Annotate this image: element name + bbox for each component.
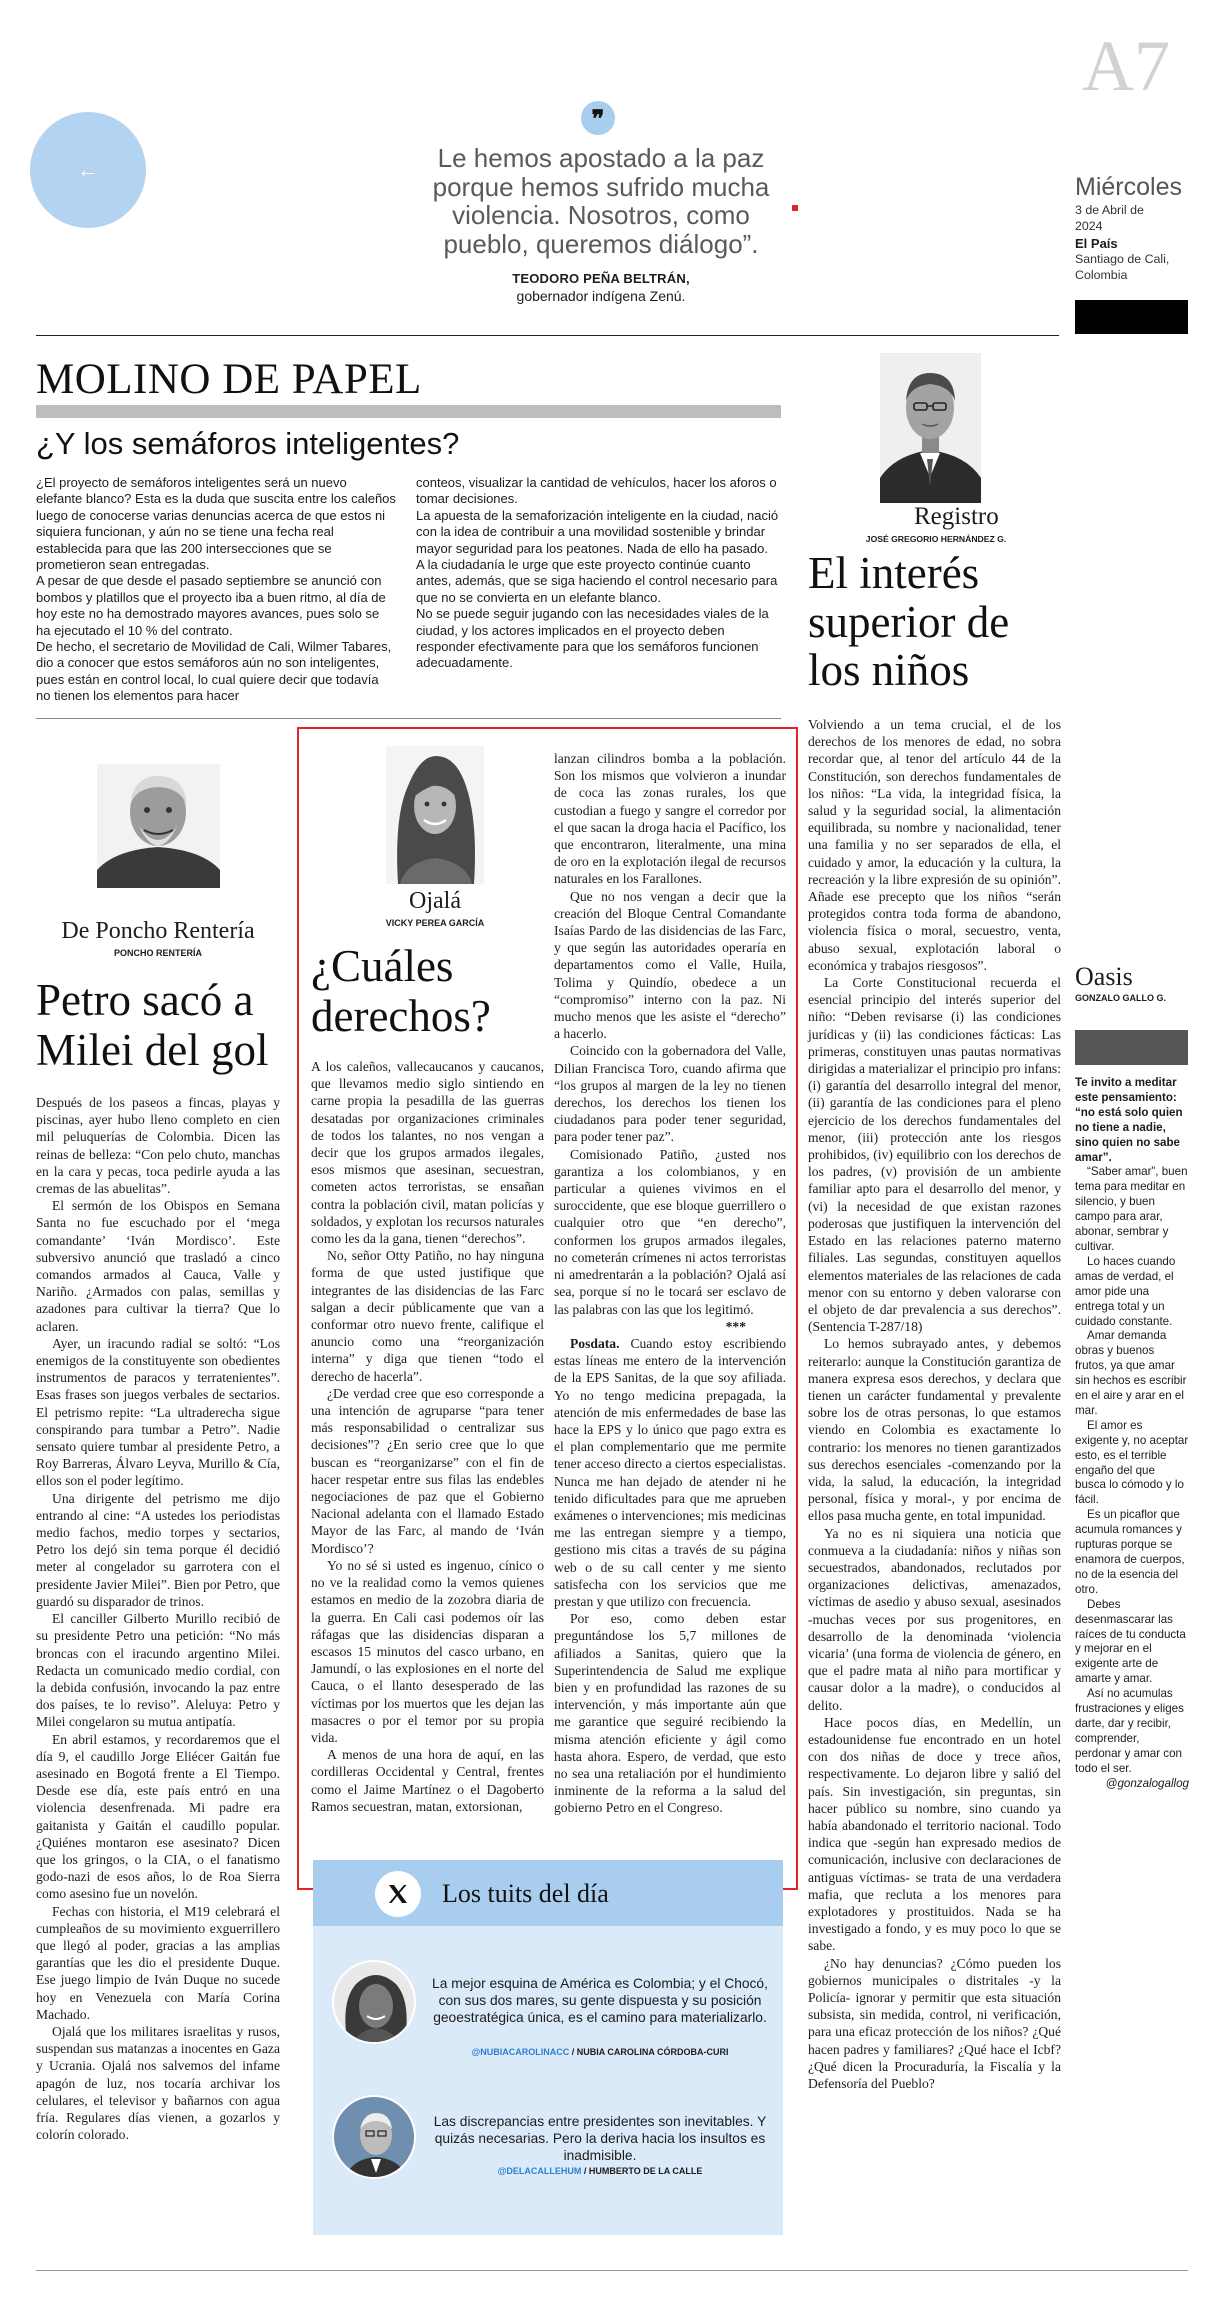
section-title: MOLINO DE PAPEL bbox=[36, 356, 422, 403]
paragraph: Ya no es ni siquiera una noticia que conmueva a la ciudadanía: niños y niñas son secuestrados, abandonados, reclutados por organizaciones delictivas, amenazados, víctimas de asedio y abuso sexual, asesinados -muchas veces por sus progenitores, en desarrollo de la denominada ‘violencia vicaria’ (una forma de violencia de género, en que el padre mata al niño para mortificar y causar dolor a la madre), o conducidos al delito. bbox=[808, 1525, 1061, 1713]
paragraph: Fechas con historia, el M19 celebrará el cumpleaños de su movimiento exguerrillero que llegó al poder, gracias a las amplias garantías que les dio el presidente Duque. Ese juego limpio de Iván Duque no sucede hoy en Venezuela con María Corina Machado. bbox=[36, 1903, 280, 2022]
author-name: VICKY PEREA GARCÍA bbox=[385, 918, 485, 928]
paragraph: ¿El proyecto de semáforos inteligentes será un nuevo elefante blanco? Esta es la duda que suscita entre los caleños luego de conocerse varias denuncias acerca de que estos ni siquiera funcionan, y aún no se tiene una fecha real establecida para que las 200 intersecciones que se prometieron sean entregadas. bbox=[36, 475, 396, 573]
pull-quote: Le hemos apostado a la paz porque hemos sufrido mucha violencia. Nosotros, como pueblo, queremos diálogo”. bbox=[432, 143, 770, 259]
paragraph: El canciller Gilberto Murillo recibió de su presidente Petro una petición: “No más broncas con el iracundo argentino Milei. Redacta un comunicado medio cordial, con la debida confusión, invocando la paz entre dos países, te lo reviso”. Aleluya: Petro y Milei congelaron su mutua antipatía. bbox=[36, 1611, 280, 1730]
tweet-avatar bbox=[332, 2095, 416, 2179]
header-rule bbox=[36, 335, 1059, 336]
article-body bbox=[808, 716, 1061, 2092]
paragraph: La apuesta de la semaforización inteligente en la ciudad, nació con la idea de contribuir a una movilidad sostenible y brindar mayor seguridad para los peatones. Nada de ello ha pasado. bbox=[416, 507, 779, 556]
paragraph: A pesar de que desde el pasado septiembre se anunció con bombos y platillos que el proyecto iba a buen ritmo, al día de hoy este no ha demostrado mayores avances, pues solo se ha ejecutado el 10 % del contrato. bbox=[36, 573, 386, 638]
tweet-avatar bbox=[332, 1960, 416, 2044]
paragraph: Hace pocos días, en Medellín, un estadounidense fue encontrado en un hotel con dos niñas de doce y trece años, respectivamente. Lo dejaron libre y salió del país. Sin investigación, sin preguntas, sin hacer público su nombre, sino cuando ya había abandonado el territorio nacional. Todo indica que -según han expresado medios de comunicación, inclusive con declaraciones de antiguas víctimas- se trata de una verdadera mafia, que recluta a los menores para explotadores y prostituidos. Nada se ha investigado a fondo, y es muy poco lo que se sabe. bbox=[808, 1714, 1061, 1954]
paragraph: Ayer, un iracundo radial se soltó: “Los enemigos de la constituyente son obedientes instrumentos de paracos y terratenientes”. Esas frases son juegos verbales de sectarios. El petrismo repite: “La ultraderecha sigue conspirando para tumbar a Petro”. Nadie sensato quiere tumbar al presidente Petro, a Roy Barreras, Álvaro Leyva, Murillo & Cía, ellos son el poder legítimo. bbox=[36, 1335, 280, 1489]
paragraph: A los caleños, vallecaucanos y caucanos, que llevamos medio siglo sintiendo en carne propia la pesadilla de las guerras desatadas por organizaciones criminales de todos los talantes, no nos vengan a decir que los grupos armados ilegales, esos mismos que asesinan, secuestran, cometen actos terroristas, se ensañan contra la población civil, matan policías y soldados, y explotan los recursos naturales como les da la gana, tienen “derechos”. bbox=[311, 1059, 544, 1247]
oasis-handle: @gonzalogallog bbox=[1105, 1776, 1189, 1790]
paragraph: lanzan cilindros bomba a la población. Son los mismos que volvieron a inundar de coca las zonas rurales, los que custodian a fuego y sangre el corredor por el que sacan la droga hacia el Pacífico, los que encontraron, literalmente, una mina de oro en la explotación ilegal de recursos naturales en los Farallones. bbox=[554, 751, 786, 887]
date: 3 de Abril de 2024 bbox=[1075, 203, 1144, 233]
paragraph: Ojalá que los militares israelitas y rusos, suspendan sus matanzas a inocentes en Gaza y Ucrania. Ojalá nos salvemos del infame apagón de luz, nos tocaría archivar los celulares, el televisor y bañarnos con agua fría. Regulares días vienen, a gozarlos y colorín colorado. bbox=[36, 2023, 280, 2143]
article-title: ¿Cuáles derechos? bbox=[311, 941, 491, 1041]
paragraph: No se puede seguir jugando con las necesidades viales de la ciudad, y los actores implicados en el proyecto deben responder efectivamente para que los semáforos funcionen adecuadamente. bbox=[416, 606, 769, 671]
paragraph: Así no acumulas frustraciones y eliges darte, dar y recibir, comprender, perdonar y amar con todo el ser. bbox=[1075, 1687, 1184, 1775]
paragraph: Que no nos vengan a decir que la creación del Bloque Central Comandante Isaías Pardo de las disidencias de las Farc, y que según las autoridades operaría en departamentos como el Valle, Huila, Tolima y Quindío, obedece a un “compromiso” interno con la paz. Ni mucho menos que les asiste el “derecho” a hacerlo. bbox=[554, 888, 786, 1042]
postdata-paragraph bbox=[554, 1335, 786, 1610]
paragraph: El amor es exigente y, no aceptar esto, es el terrible engaño del que busca lo cómodo y lo fácil. bbox=[1075, 1418, 1189, 1507]
oasis-bar bbox=[1075, 1030, 1188, 1065]
quote-accent-dot bbox=[792, 205, 798, 211]
paragraph: “Saber amar”, buen tema para meditar en silencio, y buen campo para arar, abonar, sembrar y cultivar. bbox=[1075, 1165, 1188, 1253]
newspaper-name: El País bbox=[1075, 236, 1118, 251]
quote-author-role: gobernador indígena Zenú. bbox=[516, 288, 686, 304]
arrow-left-icon: ← bbox=[77, 157, 99, 182]
paragraph: Después de los paseos a fincas, playas y piscinas, ayer hubo lleno completo en cien mil peluquerías de Colombia. Dicen las reinas de belleza: “Con pelo chuto, manchas en la cara y pecas, toca pedirle ayuda a las cremas de las abuelitas”. bbox=[36, 1095, 280, 1197]
paragraph: Lo hemos subrayado antes, y debemos reiterarlo: aunque la Constitución garantiza de manera expresa esos derechos, y declara que tienen un carácter fundamental y prevalente sobre los de otras personas, lo que estamos viendo en Colombia es exactamente lo contrario: los menores no tienen garantizados sus derechos esenciales -comenzando por la vida, la salud, la educación, la integridad personal, física y moral-, y por encima de ellos pasa mucha gente, en total impunidad. bbox=[808, 1336, 1061, 1524]
paragraph: Una dirigente del petrismo me dijo entrando al cine: “A ustedes los periodistas medio fachos, medio torpes y sectarios, Petro los dejó sin tema porque él decidió meter al congelador su garrotera con el presidente Javier Milei”. Bien por Petro, que guardó su disparador de trinos. bbox=[36, 1490, 280, 1609]
article-body-col-1 bbox=[311, 1058, 544, 1815]
editorial-col-1 bbox=[36, 475, 396, 705]
tweet-text: Las discrepancias entre presidentes son inevitables. Y quizás necesarias. Pero la deriva hacia los insultos es inadmisible. bbox=[433, 2114, 767, 2163]
column-name: Oasis bbox=[1075, 962, 1133, 991]
paragraph: El sermón de los Obispos en Semana Santa no fue escuchado por el ‘mega comandante’ ‘Iván Mordisco’. Este subversivo anunció que trasladó a cinco comandos armados al Cauca, Valle y Nariño. ¿Armados con palas, semillas y azadones para cultivar la tierra? Que lo aclaren. bbox=[36, 1198, 280, 1334]
author-name: GONZALO GALLO G. bbox=[1075, 993, 1166, 1003]
author-name: PONCHO RENTERÍA bbox=[113, 948, 202, 958]
paragraph: La Corte Constitucional recuerda el esencial principio del interés superior del niño: “Deben revisarse (i) las condiciones jurídicas y (ii) las condiciones fácticas: Las primeras, constituyen unas pautas normativas dirigidas a materializar el principio pro infans: (i) garantía del desarrollo integral del menor, (ii) garantía de las condiciones para el pleno ejercicio de los derechos fundamentales del menor, (iii) protección ante los riesgos prohibidos, (iv) equilibrio con los derechos de los padres, (v) provisión de un ambiente familiar apto para el desarrollo del menor, y (vi) la necesidad de que existan razones poderosas que justifiquen la intervención del Estado en las relaciones paterno materno filiales. Las segundas, constituyen aquellos elementos materiales de las relaciones de cada menor con su entorno y deben valorarse con el objeto de dar prevalencia a sus derechos”. (Sentencia T-287/18) bbox=[808, 975, 1061, 1335]
tweet-author-name: / NUBIA CAROLINA CÓRDOBA-CURI bbox=[569, 2047, 729, 2057]
tweet-author-name: / HUMBERTO DE LA CALLE bbox=[581, 2166, 703, 2176]
author-name: JOSÉ GREGORIO HERNÁNDEZ G. bbox=[865, 534, 1007, 544]
paragraph: Por eso, como deben estar preguntándose los 5,7 millones de afiliados a Sanitas, quiero que la Superintendencia de Salud me explique bien y en profundidad las razones de su intervención, y más importante aún que me garantice que seguiré recibiendo la misma atención eficiente y ágil como hasta ahora. Espero, de verdad, que esto no sea una retaliación por el hundimiento inminente de la reforma a la salud del gobierno Petro en el Congreso. bbox=[554, 1611, 786, 1816]
author-photo bbox=[97, 764, 220, 888]
article-title: Petro sacó a Milei del gol bbox=[36, 975, 269, 1075]
black-bar bbox=[1075, 300, 1188, 334]
column-name: De Poncho Rentería bbox=[61, 918, 255, 944]
paragraph: Lo haces cuando amas de verdad, el amor pide una entrega total y un cuidado constante. bbox=[1075, 1254, 1176, 1328]
quote-author: TEODORO PEÑA BELTRÁN, bbox=[512, 271, 690, 286]
tweet-author bbox=[430, 2047, 770, 2057]
paragraph: Volviendo a un tema crucial, el de los derechos de los menores de edad, no sobra recordar que, al tenor del artículo 44 de la Constitución, son derechos fundamentales de los niños: “La vida, la integridad física, la salud y la seguridad social, la alimentación equilibrada, su nombre y nacionalidad, tener una familia y no ser separados de ella, el cuidado y amor, la educación y la cultura, la recreación y la libre expresión de su opinión”. Añade ese precepto que los niños “serán protegidos contra toda forma de abandono, violencia física o moral, secuestro, venta, abuso sexual, explotación laboral o económica y trabajos riesgosos”. bbox=[808, 717, 1061, 973]
postdata-label: Posdata. bbox=[570, 1335, 620, 1351]
paragraph: Comisionado Patiño, ¿usted nos garantiza a los colombianos, y en particular a quienes vivimos en el suroccidente, que ese bloque guerrillero o cualquier otro que “en derecho”, conformen los grupos armados ilegales, no cometerán crímenes ni actos terroristas ni amedrentarán a la población? Ojalá así sea, porque sí no le tocará ser esclavo de las palabras con las que los legitimó. bbox=[554, 1146, 786, 1317]
article-body-col-2 bbox=[554, 750, 786, 1817]
editorial-col-2 bbox=[416, 475, 781, 672]
paragraph: No, señor Otty Patiño, no hay ninguna forma de que usted justifique que integrantes de las disidencias de las Farc salgan a decir públicamente que van a conformar otro nuevo frente, califique el anuncio como una “reorganización interna” y diga que tienen “todo el derecho de hacerla”. bbox=[311, 1248, 544, 1384]
paragraph: A la ciudadanía le urge que este proyecto continúe cuanto antes, además, que se siga haciendo el control necesario para que no se convierta en un elefante blanco. bbox=[416, 557, 778, 605]
paragraph: conteos, visualizar la cantidad de vehículos, hacer los aforos o tomar decisiones. bbox=[416, 475, 777, 507]
paragraph: Amar demanda obras y buenos frutos, ya que amar sin hechos es escribir en el aire y arar en el mar. bbox=[1075, 1329, 1187, 1417]
tweet-handle[interactable]: @NUBIACAROLINACC bbox=[471, 2047, 570, 2057]
column-name: Ojalá bbox=[409, 888, 461, 914]
back-button[interactable] bbox=[30, 112, 146, 228]
postdata-text: Cuando estoy escribiendo estas líneas me entero de la intervención de la EPS Sanitas, de la que soy afiliada. Yo no tengo medicina prepagada, la atención de mis enfermedades de base las hace la EPS y lo único que pago extra es el plan complementario que me permite tener acceso directo a ciertos especialistas. Nunca me han dejado de atender ni he tenido dificultades para que me aprueben exámenes o intervenciones; mis medicinas me las entregan siempre y a tiempo, gestiono mis citas a través de su página web o de su call center y me siento satisfecha con los servicios que me prestan y que utilizo con frecuencia. bbox=[554, 1335, 786, 1609]
section-title-bar bbox=[36, 405, 781, 418]
author-photo bbox=[386, 746, 484, 884]
paragraph: Es un picaflor que acumula romances y rupturas porque se enamora de cuerpos, no de la esencia del otro. bbox=[1075, 1508, 1185, 1596]
paragraph: ¿No hay denuncias? ¿Cómo pueden los gobiernos municipales o distritales -y la Policía- ignorar y permitir que esta situación subsista, sin medida, control, ni verificación, para una eficaz protección de los niños? ¿Qué hacen padres y familiares? ¿Qué hace el Icbf? ¿Qué dicen la Procuraduría, la Fiscalía y la Defensoría del Pueblo? bbox=[808, 1955, 1061, 2092]
quote-mark-icon: ❞ bbox=[581, 101, 615, 135]
column-name: Registro bbox=[914, 503, 999, 530]
tweet-handle[interactable]: @DELACALLEHUM bbox=[497, 2166, 582, 2176]
oasis-lead: Te invito a meditar este pensamiento: “no está solo quien no tiene a nadie, sino quien no sabe amar”. bbox=[1075, 1076, 1183, 1164]
editorial-title: ¿Y los semáforos inteligentes? bbox=[36, 426, 460, 461]
article-title: El interés superior de los niños bbox=[808, 548, 1010, 695]
tweet-author bbox=[430, 2166, 770, 2176]
editorial-bottom-rule bbox=[36, 718, 781, 719]
x-logo-icon bbox=[375, 1871, 421, 1917]
tweet-text: La mejor esquina de América es Colombia; y el Chocó, con sus dos mares, su gente dispuesta y su posición geoestratégica única, es el camino para materializarlo. bbox=[432, 1976, 768, 2025]
paragraph: Coincido con la gobernadora del Valle, Dilian Francisca Toro, cuando afirma que “los grupos al margen de la ley no tienen derechos, los derechos los tienen los ciudadanos para poder tener seguridad, para poder tener paz”. bbox=[554, 1043, 786, 1145]
paragraph: Debes desenmascarar las raíces de tu conducta y mejorar en el exigente arte de amarte y amar. bbox=[1075, 1597, 1186, 1686]
footer-rule bbox=[36, 2270, 1188, 2271]
paragraph: De hecho, el secretario de Movilidad de Cali, Wilmer Tabares, dio a conocer que estos semáforos aún no son inteligentes, pues están en control local, lo cual quiere decir que todavía no tienen los elementos para hacer bbox=[36, 639, 392, 704]
tweets-title: Los tuits del día bbox=[442, 1879, 609, 1908]
author-photo bbox=[880, 353, 981, 503]
oasis-body bbox=[1075, 1076, 1189, 1792]
weekday: Miércoles bbox=[1075, 173, 1182, 201]
paragraph: ¿De verdad cree que eso corresponde a una intención de agruparse “para tener más responsabilidad o centralizar sus decisiones”? ¿En serio cree que lo que buscan es “reorganizarse” con el fin de hacer respetar entre sus filas las endebles negociaciones de paz que el Gobierno Nacional adelanta con el llamado Estado Mayor de las Farc, al mando de ‘Iván Mordisco’? bbox=[311, 1385, 544, 1556]
city: Santiago de Cali, Colombia bbox=[1075, 252, 1170, 282]
paragraph: En abril estamos, y recordaremos que el día 9, el caudillo Jorge Eliécer Gaitán fue asesinado en Bogotá frente a El Tiempo. Desde ese día, este país entró en una violencia desenfrenada. Mi padre era gaitanista y Gaitán el caudillo popular. ¿Quiénes montaron ese asesinato? Dicen que los gringos, o la CIA, o el fanatismo godo-nazi de esos años, lo de Roa Sierra como asesino fue un novelón. bbox=[36, 1731, 280, 1902]
paragraph: A menos de una hora de aquí, en las cordilleras Occidental y Central, frentes como el Jaime Martínez o el Dagoberto Ramos secuestran, matan, extorsionan, bbox=[311, 1747, 544, 1814]
separator: *** bbox=[725, 1318, 746, 1334]
article-body bbox=[36, 1094, 280, 2143]
page-number: A7 bbox=[1082, 26, 1170, 106]
paragraph: Yo no sé si usted es ingenuo, cínico o no ve la realidad como la vemos quienes estamos en medio de la zozobra diaria de la guerra. En Cali casi podemos oír las ráfagas que las disidencias disparan a escasos 15 minutos del casco urbano, en Jamundí, o las explosiones en el norte del Cauca, o el llanto desesperado de las víctimas por los muertos que les dejan las masacres o por el temor por su propia vida. bbox=[311, 1557, 544, 1745]
